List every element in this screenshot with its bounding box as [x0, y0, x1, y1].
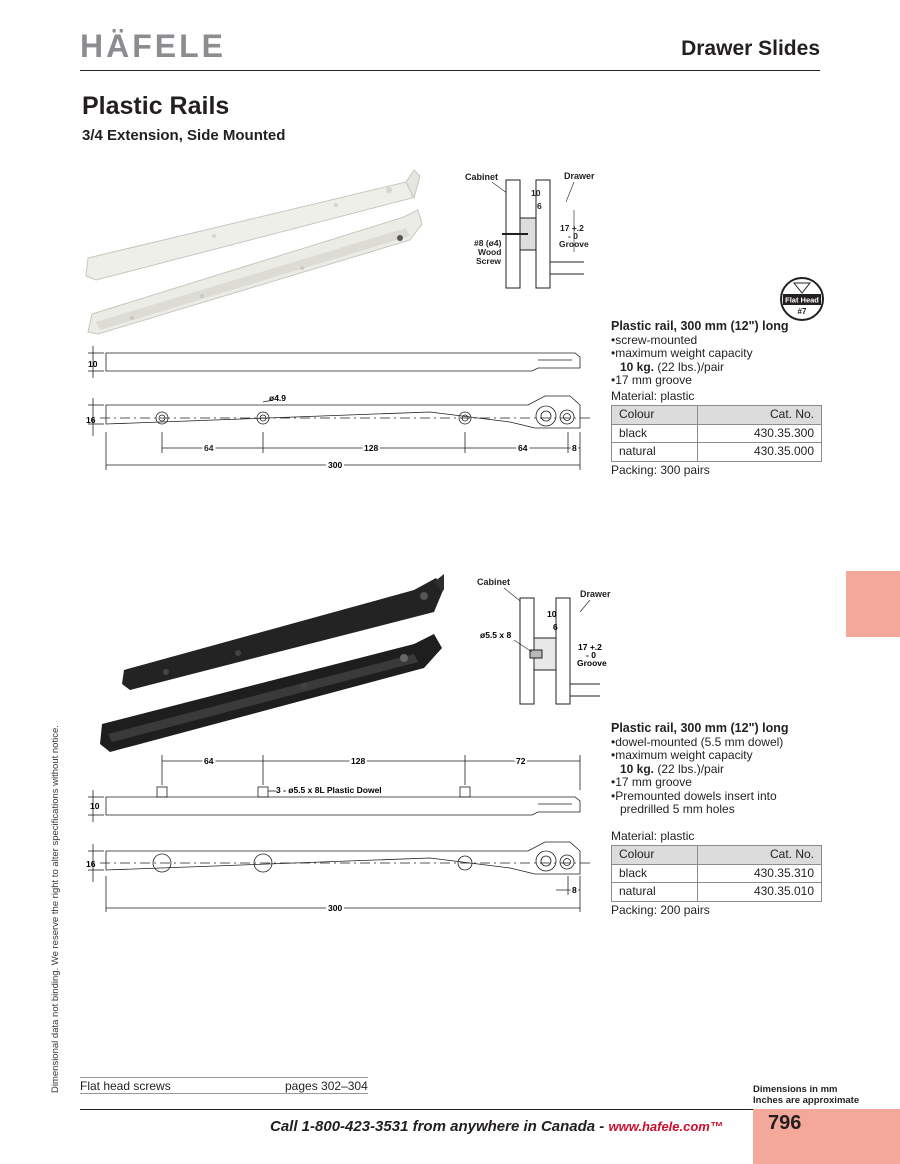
svg-text:Drawer: Drawer [580, 589, 611, 599]
dimension-note: Dimensions in mm Inches are approximate [753, 1084, 860, 1106]
svg-text:6: 6 [553, 622, 558, 632]
svg-text:128: 128 [351, 756, 366, 766]
spec-bullet: • dowel-mounted (5.5 mm dowel) [611, 736, 823, 750]
svg-text:8: 8 [572, 885, 577, 895]
material-text: Material: plastic [611, 388, 695, 403]
svg-text:ø4.9: ø4.9 [269, 393, 287, 403]
cross-reference [80, 1077, 368, 1094]
svg-text:Groove: Groove [577, 658, 607, 668]
svg-text:Groove: Groove [559, 239, 589, 249]
page-title: Plastic Rails [82, 92, 230, 120]
dowel-mount-rail-drawing [80, 750, 600, 920]
screw-mount-rail-drawing [80, 340, 600, 475]
svg-text:300: 300 [328, 460, 343, 470]
svg-text:128: 128 [364, 443, 379, 453]
table-row: black 430.35.300 [612, 424, 822, 443]
svg-text:10: 10 [547, 609, 557, 619]
website-link[interactable]: www.hafele.com™ [608, 1119, 723, 1134]
svg-text:8: 8 [572, 443, 577, 453]
svg-text:ø5.5 x 8: ø5.5 x 8 [480, 630, 512, 640]
svg-text:6: 6 [537, 201, 542, 211]
ref-pages[interactable]: pages 302–304 [285, 1079, 368, 1093]
packing-text: Packing: 200 pairs [611, 902, 710, 917]
svg-text:64: 64 [204, 756, 214, 766]
spec-bullet: • Premounted dowels insert into predrilled 5 mm holes [611, 790, 790, 817]
product-2-spec: Plastic rail, 300 mm (12") long • dowel-mounted (5.5 mm dowel) • maximum weight capacity 10 kg. (22 lbs.)/pair • 17 mm groove • Premounted dowels insert into predrilled 5 mm holes Material: plastic Colour Cat. No. black 430.35.310 natural 430.35.010 Packing: 200 pairs [611, 722, 823, 917]
svg-text:300: 300 [328, 903, 343, 913]
svg-text:16: 16 [86, 415, 96, 425]
footer-call: Call 1-800-423-3531 from anywhere in Canada - www.hafele.com™ [270, 1118, 723, 1135]
dowel-mount-cross-section [474, 574, 614, 706]
screw-mount-cross-section [462, 166, 602, 290]
svg-text:17 +.2: 17 +.2 [578, 642, 602, 652]
svg-text:10: 10 [531, 188, 541, 198]
spec-bullet: • screw-mounted [611, 334, 823, 348]
svg-text:Screw: Screw [476, 256, 502, 266]
svg-text:#8 (ø4): #8 (ø4) [474, 238, 502, 248]
product-2-cat-table: Colour Cat. No. black 430.35.310 natural 430.35.010 [611, 845, 822, 902]
section-color-tab [846, 571, 900, 637]
section-title: Drawer Slides [681, 37, 820, 60]
drawer-label: Drawer [564, 171, 595, 181]
product-1-spec: Plastic rail, 300 mm (12") long • screw-mounted • maximum weight capacity 10 kg. (22 lbs.)/pair • 17 mm groove Material: plastic Colour Cat. No. black 430.35.300 natural 430.35.000 Packing: 300 pairs [611, 320, 823, 477]
natural-rail-photo [84, 162, 444, 347]
spec-bullet: • maximum weight capacity [611, 749, 823, 763]
page-subtitle: 3/4 Extension, Side Mounted [82, 127, 286, 144]
black-rail-photo [84, 568, 444, 763]
brand-logo: HÄFELE [80, 28, 226, 64]
product-2-heading: Plastic rail, 300 mm (12") long [611, 721, 789, 735]
svg-text:10: 10 [88, 359, 98, 369]
svg-text:3 - ø5.5 x 8L Plastic Dowel: 3 - ø5.5 x 8L Plastic Dowel [276, 785, 382, 795]
svg-text:64: 64 [518, 443, 528, 453]
svg-text:- 0: - 0 [586, 650, 596, 660]
table-row: black 430.35.310 [612, 864, 822, 883]
svg-text:Flat Head: Flat Head [785, 295, 819, 305]
flat-head-screw-icon [779, 276, 825, 322]
product-1-heading: Plastic rail, 300 mm (12") long [611, 319, 789, 333]
spec-bullet: • 17 mm groove [611, 374, 823, 388]
page-number: 796 [768, 1112, 802, 1134]
spec-bullet: • 17 mm groove [611, 776, 823, 790]
table-row: natural 430.35.010 [612, 883, 822, 902]
material-text: Material: plastic [611, 828, 695, 843]
svg-text:72: 72 [516, 756, 526, 766]
spec-bullet: • maximum weight capacity [611, 347, 823, 361]
packing-text: Packing: 300 pairs [611, 462, 710, 477]
svg-text:- 0: - 0 [568, 231, 578, 241]
svg-text:#7: #7 [797, 307, 807, 316]
header-divider [80, 70, 820, 71]
svg-text:16: 16 [86, 859, 96, 869]
side-disclaimer: Dimensional data not binding. We reserve the right to alter specifications without notice. [50, 725, 61, 1093]
product-1-cat-table: Colour Cat. No. black 430.35.300 natural 430.35.000 [611, 405, 822, 462]
ref-label: Flat head screws [80, 1079, 171, 1093]
svg-text:17 +.2: 17 +.2 [560, 223, 584, 233]
svg-text:10: 10 [90, 801, 100, 811]
cabinet-label: Cabinet [465, 172, 499, 182]
svg-text:Cabinet: Cabinet [477, 577, 511, 587]
svg-text:64: 64 [204, 443, 214, 453]
svg-text:Wood: Wood [478, 247, 502, 257]
table-row: natural 430.35.000 [612, 443, 822, 462]
